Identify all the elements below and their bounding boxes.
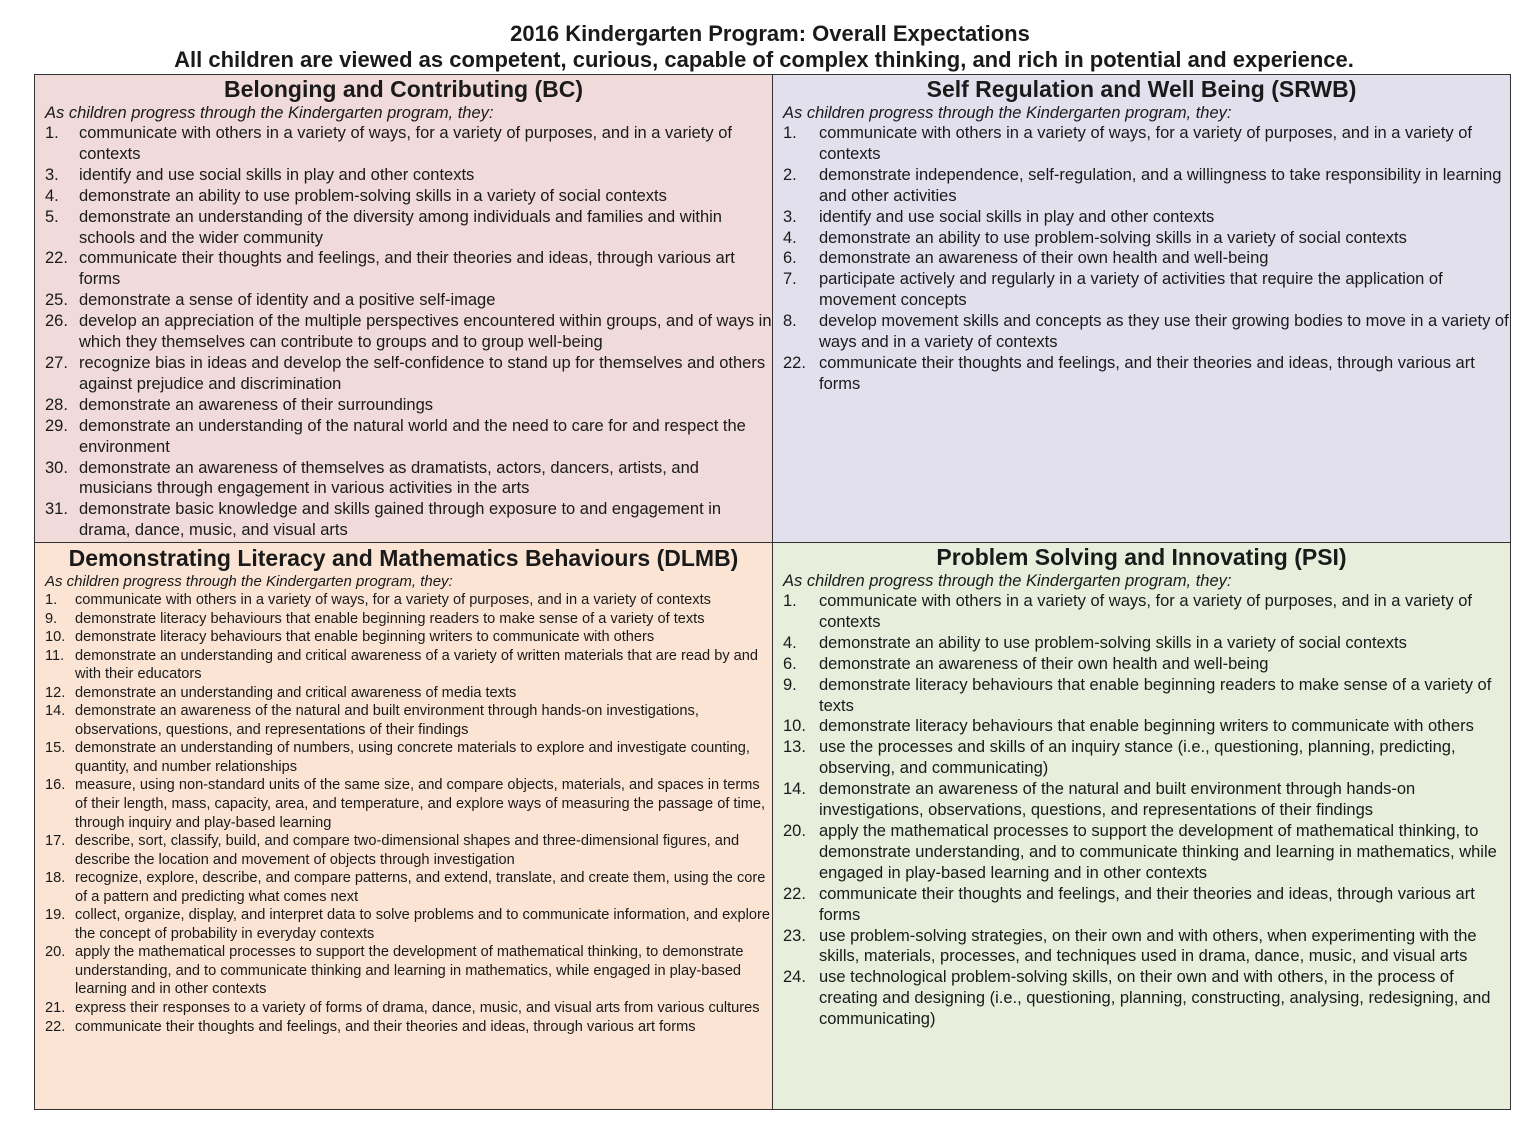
expectation-item [45, 869, 772, 906]
expectation-text: demonstrate basic knowledge and skills gained through exposure to and engagement in drama, dance, music, and visual arts [79, 500, 722, 540]
section-literacy-mathematics [35, 543, 773, 1109]
expectation-number: 31. [45, 500, 68, 519]
expectation-number: 22. [45, 249, 68, 268]
expectation-item [783, 967, 1510, 1030]
expectation-text: communicate with others in a variety of ways, for a variety of purposes, and in a variety of contexts [819, 592, 1472, 631]
expectation-item [45, 832, 772, 869]
expectation-number: 3. [45, 165, 59, 184]
expectation-number: 12. [45, 684, 66, 701]
expectation-text: express their responses to a variety of forms of drama, dance, music, and visual arts from various cultures [75, 1000, 760, 1017]
expectation-text: use technological problem-solving skills, on their own and with others, in the process of creating and designing (i.e., questioning, planning, constructing, analysing, redesigning, and communicating) [819, 968, 1491, 1029]
expectation-list [773, 591, 1510, 1030]
expectation-text: communicate with others in a variety of ways, for a variety of purposes, and in a variety of contexts [75, 592, 711, 608]
expectation-item [45, 684, 772, 703]
expectation-item [783, 926, 1510, 968]
expectation-number: 7. [783, 270, 797, 289]
expectation-item [45, 943, 772, 999]
expectation-item [45, 186, 772, 207]
expectation-text: demonstrate an awareness of themselves as dramatists, actors, dancers, artists, and musicians through engagement in various activities in the arts [79, 458, 699, 498]
expectation-text: demonstrate an ability to use problem-solving skills in a variety of social contexts [79, 186, 667, 205]
expectation-text: communicate their thoughts and feelings, and their theories and ideas, through various art forms [819, 353, 1475, 393]
expectation-number: 25. [45, 291, 68, 310]
expectation-item [45, 416, 772, 458]
expectation-number: 21. [45, 1000, 66, 1017]
expectation-number: 24. [783, 968, 806, 987]
expectation-number: 10. [783, 717, 806, 736]
expectation-item [783, 654, 1510, 675]
expectation-item [783, 311, 1510, 353]
expectation-item [45, 123, 772, 165]
expectation-text: participate actively and regularly in a variety of activities that require the application of movement concepts [819, 270, 1443, 310]
expectation-text: demonstrate literacy behaviours that enable beginning readers to make sense of a variety of texts [75, 610, 705, 627]
expectation-item [783, 821, 1510, 884]
expectation-text: demonstrate an awareness of their surroundings [79, 395, 434, 414]
expectation-item [45, 248, 772, 290]
expectation-text: demonstrate an ability to use problem-solving skills in a variety of social contexts [819, 633, 1407, 652]
expectation-text: demonstrate an understanding and critical awareness of media texts [75, 684, 517, 701]
expectation-text: identify and use social skills in play and other contexts [79, 165, 475, 184]
expectation-list [773, 123, 1510, 395]
expectation-text: use problem-solving strategies, on their own and with others, when experimenting with the skills, materials, processes, and techniques used in drama, dance, music, and visual arts [819, 926, 1477, 966]
expectation-item [45, 458, 772, 500]
expectation-item [783, 123, 1510, 165]
expectation-item [45, 311, 772, 353]
expectation-item [783, 716, 1510, 737]
section-title: Demonstrating Literacy and Mathematics Behaviours (DLMB) [68, 545, 739, 571]
expectation-number: 22. [45, 1018, 66, 1035]
expectation-number: 17. [45, 833, 66, 850]
expectation-item [45, 628, 772, 647]
expectation-item [45, 647, 772, 684]
expectation-item [783, 633, 1510, 654]
expectation-item [45, 906, 772, 943]
expectation-list [35, 591, 772, 1036]
expectation-number: 10. [45, 629, 66, 646]
expectation-number: 20. [45, 944, 66, 961]
expectations-grid [34, 74, 1511, 1110]
expectation-item [45, 165, 772, 186]
expectation-item [45, 499, 772, 541]
expectation-text: demonstrate an ability to use problem-solving skills in a variety of social contexts [819, 228, 1407, 247]
expectation-number: 29. [45, 416, 68, 435]
expectation-item [783, 884, 1510, 926]
expectation-text: demonstrate literacy behaviours that enable beginning writers to communicate with others [75, 629, 655, 646]
expectation-item [783, 353, 1510, 395]
expectation-text: demonstrate literacy behaviours that enable beginning readers to make sense of a variety of texts [819, 675, 1492, 715]
expectation-number: 16. [45, 777, 66, 794]
section-intro: As children progress through the Kindergarten program, they: [783, 104, 1232, 122]
expectation-text: demonstrate an understanding of numbers, using concrete materials to explore and investigate counting, quantity, and number relationships [75, 740, 750, 775]
expectation-number: 4. [45, 186, 59, 205]
expectation-item [45, 395, 772, 416]
section-title: Belonging and Contributing (BC) [224, 76, 583, 102]
page-subtitle: All children are viewed as competent, curious, capable of complex thinking, and rich in potential and experience. [174, 47, 1354, 72]
expectation-number: 11. [45, 647, 65, 664]
expectation-text: identify and use social skills in play and other contexts [819, 207, 1215, 226]
expectation-item [45, 739, 772, 776]
expectation-number: 18. [45, 870, 66, 887]
expectation-number: 14. [783, 780, 806, 799]
expectation-number: 6. [783, 249, 797, 268]
expectation-text: demonstrate an awareness of their own health and well-being [819, 249, 1269, 268]
expectation-text: apply the mathematical processes to support the development of mathematical thinking, to demonstrate understanding, and to communicate thinking and learning in mathematics, while engaged in play-based learning and in other contexts [75, 944, 744, 998]
expectation-text: recognize, explore, describe, and compare patterns, and extend, translate, and create them, using the core of a pattern and predicting what comes next [75, 870, 766, 905]
expectation-item [45, 1018, 772, 1037]
expectation-text: measure, using non-standard units of the same size, and compare objects, materials, and spaces in terms of their length, mass, capacity, area, and temperature, and explore ways of measuring the passage of time, through inquiry and play-based learning [75, 777, 766, 831]
expectation-item [783, 675, 1510, 717]
expectation-text: demonstrate an awareness of the natural and built environment through hands-on investigations, observations, questions, and representations of their findings [75, 703, 699, 738]
expectation-text: develop an appreciation of the multiple perspectives encountered within groups, and of ways in which they themselves can contribute to groups and to group well-being [79, 312, 772, 352]
expectation-number: 4. [783, 228, 797, 247]
expectation-number: 1. [45, 592, 58, 608]
section-title: Self Regulation and Well Being (SRWB) [926, 76, 1357, 102]
section-problem-solving-innovating [773, 543, 1510, 1109]
expectation-number: 1. [783, 124, 797, 142]
expectation-text: apply the mathematical processes to support the development of mathematical thinking, to demonstrate understanding, and to communicate thinking and learning in mathematics, while engaged in play-based learning and in other contexts [819, 821, 1497, 882]
expectation-number: 9. [45, 610, 58, 627]
expectation-number: 2. [783, 165, 797, 184]
expectation-item [783, 207, 1510, 228]
expectation-text: recognize bias in ideas and develop the self-confidence to stand up for themselves and others against prejudice and discrimination [79, 353, 766, 393]
expectation-text: demonstrate an awareness of their own health and well-being [819, 654, 1269, 673]
expectation-number: 15. [45, 740, 66, 757]
expectation-number: 22. [783, 884, 806, 903]
expectation-item [783, 228, 1510, 249]
expectation-number: 3. [783, 207, 797, 226]
expectation-item [783, 591, 1510, 633]
expectation-number: 6. [783, 654, 797, 673]
expectation-item [45, 999, 772, 1018]
expectation-number: 14. [45, 703, 66, 720]
expectation-number: 28. [45, 395, 68, 414]
expectation-number: 23. [783, 926, 806, 945]
expectation-text: demonstrate an understanding of the diversity among individuals and families and within schools and the wider community [79, 207, 722, 247]
expectation-item [783, 737, 1510, 779]
expectation-list [35, 123, 772, 541]
expectation-text: demonstrate literacy behaviours that enable beginning writers to communicate with others [819, 717, 1474, 736]
expectation-text: demonstrate an awareness of the natural and built environment through hands-on investigations, observations, questions, and representations of their findings [819, 780, 1416, 820]
section-belonging-contributing [35, 75, 773, 543]
expectation-item [783, 269, 1510, 311]
expectation-text: communicate with others in a variety of ways, for a variety of purposes, and in a variety of contexts [819, 124, 1472, 163]
page-title: 2016 Kindergarten Program: Overall Expectations [510, 21, 1030, 46]
expectation-number: 30. [45, 458, 68, 477]
expectation-number: 1. [783, 592, 797, 610]
section-intro: As children progress through the Kindergarten program, they: [45, 104, 494, 122]
expectation-text: communicate their thoughts and feelings, and their theories and ideas, through various art forms [75, 1018, 696, 1035]
expectation-number: 20. [783, 821, 806, 840]
expectation-number: 13. [783, 738, 806, 757]
expectation-text: use the processes and skills of an inquiry stance (i.e., questioning, planning, predicting, observing, and communicating) [819, 738, 1456, 778]
expectation-number: 22. [783, 353, 806, 372]
section-title: Problem Solving and Innovating (PSI) [936, 544, 1347, 570]
expectation-number: 26. [45, 312, 68, 331]
expectation-item [45, 591, 772, 610]
expectation-text: describe, sort, classify, build, and compare two-dimensional shapes and three-dimensional figures, and describe the location and movement of objects through investigation [75, 833, 740, 868]
expectation-text: demonstrate an understanding of the natural world and the need to care for and respect the environment [79, 416, 746, 456]
expectation-item [45, 207, 772, 249]
expectation-number: 1. [45, 124, 59, 142]
expectation-item [45, 702, 772, 739]
expectation-number: 4. [783, 633, 797, 652]
expectation-item [45, 353, 772, 395]
expectation-item [45, 290, 772, 311]
expectation-number: 19. [45, 907, 66, 924]
expectation-text: demonstrate a sense of identity and a positive self-image [79, 291, 496, 310]
expectation-number: 5. [45, 207, 59, 226]
section-self-regulation-well-being [773, 75, 1510, 543]
expectation-item [45, 776, 772, 832]
expectation-text: demonstrate an understanding and critical awareness of a variety of written materials that are read by and with their educators [75, 647, 759, 683]
expectation-text: demonstrate independence, self-regulation, and a willingness to take responsibility in learning and other activities [819, 165, 1502, 205]
expectation-text: communicate their thoughts and feelings, and their theories and ideas, through various art forms [79, 249, 735, 289]
expectation-number: 9. [783, 675, 797, 694]
expectation-item [45, 610, 772, 629]
expectation-text: communicate their thoughts and feelings, and their theories and ideas, through various art forms [819, 884, 1475, 924]
section-intro: As children progress through the Kindergarten program, they: [45, 573, 453, 590]
section-intro: As children progress through the Kindergarten program, they: [783, 572, 1232, 590]
expectation-text: collect, organize, display, and interpret data to solve problems and to communicate information, and explore the concept of probability in everyday contexts [75, 907, 770, 942]
expectation-text: communicate with others in a variety of ways, for a variety of purposes, and in a variety of contexts [79, 124, 732, 163]
expectation-text: develop movement skills and concepts as they use their growing bodies to move in a variety of ways and in a variety of contexts [819, 312, 1509, 352]
expectation-item [783, 779, 1510, 821]
expectation-item [783, 165, 1510, 207]
expectation-item [783, 248, 1510, 269]
expectation-number: 27. [45, 353, 68, 372]
expectation-number: 8. [783, 312, 797, 331]
